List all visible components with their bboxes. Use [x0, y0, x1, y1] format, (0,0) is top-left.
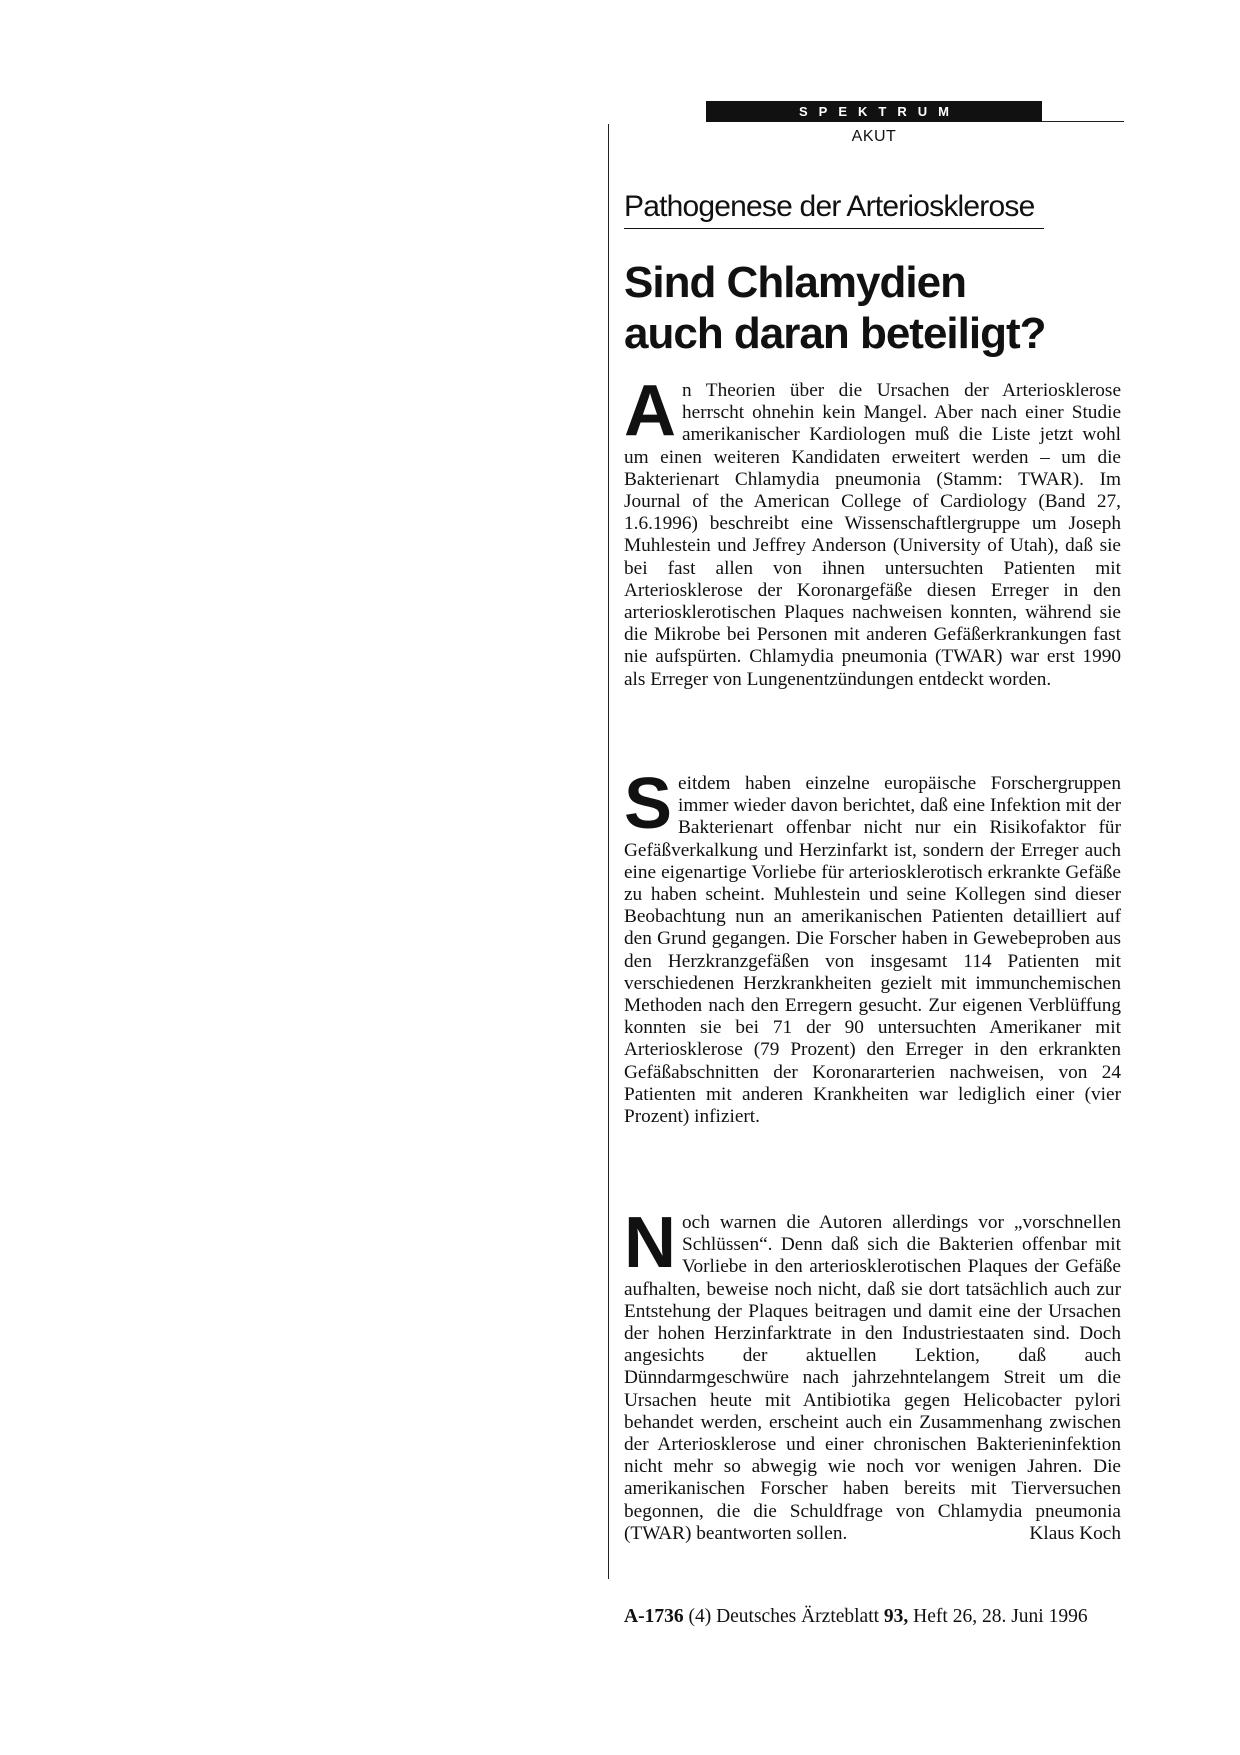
- dropcap-a: A: [624, 371, 676, 451]
- subsection-label: AKUT: [851, 128, 897, 145]
- issue-suffix: Heft 26, 28. Juni 1996: [913, 1606, 1088, 1627]
- paragraph-2: [624, 764, 1121, 1128]
- page-footer: [624, 1606, 1124, 1628]
- dropcap-s: S: [624, 764, 673, 844]
- headline-line-1: Sind Chlamydien: [624, 258, 966, 307]
- dropcap-n: N: [624, 1203, 676, 1283]
- headline-line-2: auch daran beteiligt?: [624, 309, 1046, 358]
- header-rule: [1042, 121, 1124, 122]
- paragraph-2-text: eitdem haben einzelne europäische Forschergruppen immer wieder davon berichtet, daß eine Infektion mit der Bakterienart offenbar nicht nur ein Risikofaktor für Gefäßverkalkung und Herzinfarkt ist, sondern der Erreger auch eine eigenartige Vorliebe für arteriosklerotisch erkrankte Gefäße zu haben scheint. Muhlestein und seine Kollegen sind dieser Beobachtung nun an amerikanischen Patienten detailliert auf den Grund gegangen. Die Forscher haben in Gewebeproben aus den Herzkranzgefäßen von insgesamt 114 Patienten mit verschiedenen Herzkrankheiten gezielt mit immunchemischen Methoden nach den Erregern gesucht. Zur eigenen Verblüffung konnten sie bei 71 der 90 untersuchten Amerikaner mit Arteriosklerose (79 Prozent) den Erreger in den erkrankten Gefäßabschnitten der Koronararterien nachweisen, von 24 Patienten mit anderen Krankheiten war lediglich einer (vier Prozent) infiziert.: [624, 773, 1121, 1128]
- paragraph-1: [624, 371, 1121, 691]
- issue-prefix: (4) Deutsches Ärzteblatt: [688, 1606, 880, 1627]
- article-kicker: Pathogenese der Arteriosklerose: [624, 190, 1044, 229]
- paragraph-1-text: n Theorien über die Ursachen der Arteriosklerose herrscht ohnehin kein Mangel. Aber nach einer Studie amerikanischer Kardiologen muß die Liste jetzt wohl um einen weiteren Kandidaten erweitert werden – um die Bakterienart Chlamydia pneumonia (Stamm: TWAR). Im Journal of the American College of Cardiology (Band 27, 1.6.1996) beschreibt eine Wissenschaftlergruppe um Joseph Muhlestein und Jeffrey Anderson (University of Utah), daß sie bei fast allen von ihnen untersuchten Patienten mit Arteriosklerose der Koronargefäße diesen Erreger in den arteriosklerotischen Plaques nachweisen konnten, während sie die Mikrobe bei Personen mit anderen Gefäßerkrankungen fast nie aufspürten. Chlamydia pneumonia (TWAR) war erst 1990 als Erreger von Lungenentzündungen entdeckt worden.: [624, 380, 1121, 690]
- paragraph-3: [624, 1203, 1121, 1545]
- paragraph-3-text: och warnen die Autoren allerdings vor „vorschnellen Schlüssen“. Denn daß sich die Bakterien offenbar mit Vorliebe in den arteriosklerotischen Plaques der Gefäße aufhalten, beweise noch nicht, daß sie dort tatsächlich auch zur Entstehung der Plaques beitragen und damit eine der Ursachen der hohen Herzinfarktrate in den Industriestaaten sind. Doch angesichts der aktuellen Lektion, daß auch Dünndarmgeschwüre nach jahrzehntelangem Streit um die Ursachen heute mit Antibiotika gegen Helicobacter pylori behandet werden, erscheint auch ein Zusammenhang zwischen der Arteriosklerose und einer chronischen Bakterieninfektion nicht mehr so abwegig wie noch vor wenigen Jahren. Die amerikanischen Forscher haben bereits mit Tierversuchen begonnen, die die Schuldfrage von Chlamydia pneumonia (TWAR) beantworten sollen.: [624, 1212, 1121, 1544]
- page-number: A-1736: [624, 1606, 684, 1627]
- section-banner: SPEKTRUM: [706, 101, 1042, 122]
- volume-number: 93,: [883, 1606, 909, 1627]
- article-headline: [624, 257, 1144, 359]
- column-rule: [608, 124, 609, 1579]
- author-name: Klaus Koch: [1029, 1522, 1121, 1544]
